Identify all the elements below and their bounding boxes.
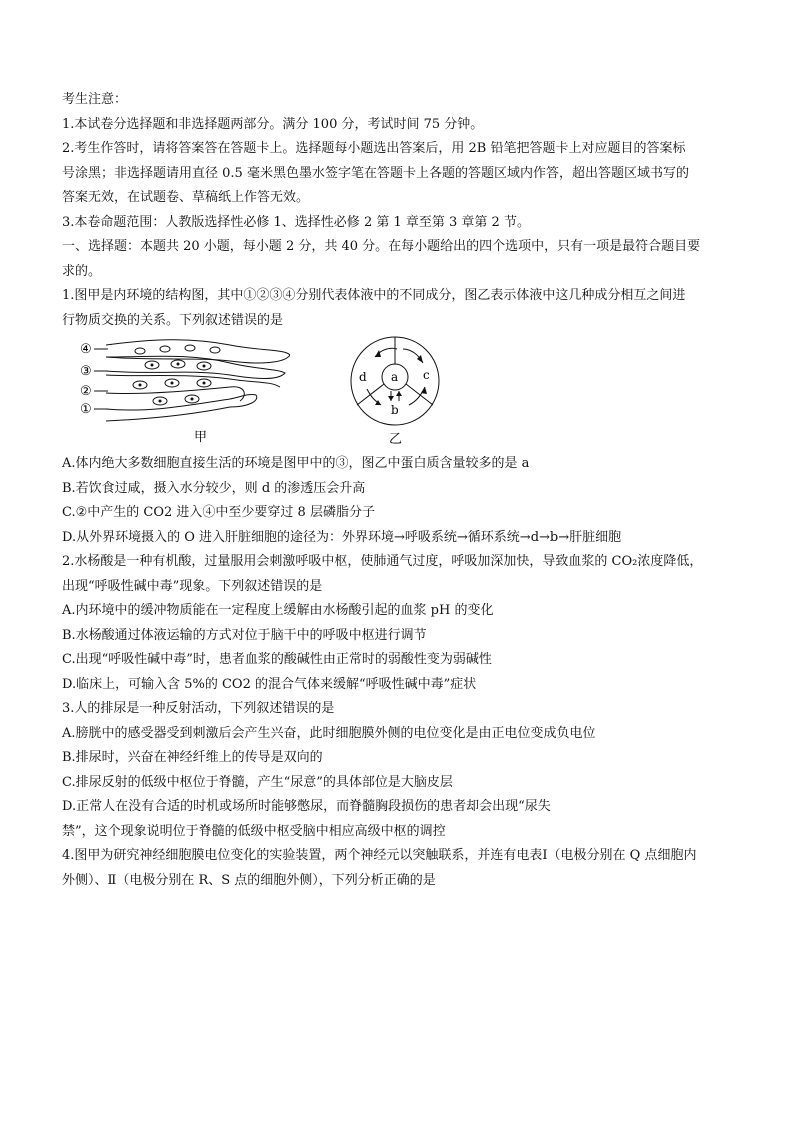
notice-item: 2.考生作答时，请将答案答在答题卡上。选择题每小题选出答案后，用 2B 铅笔把答题卡上对应题目的答案标 (62, 141, 686, 156)
q2-stem: 2.水杨酸是一种有机酸，过量服用会刺激呼吸中枢，使肺通气过度，呼吸加深加快，导致血浆的 CO₂浓度降低， (62, 554, 703, 569)
section-heading-cont: 求的。 (62, 263, 102, 279)
fig-jia-label-3: ③ (80, 364, 92, 379)
fig-yi-caption: 乙 (389, 432, 403, 447)
section-heading: 一、选择题：本题共 20 小题，每小题 2 分，共 40 分。在每小题给出的四个选项中，只有一项是最符合题目要 (62, 239, 701, 254)
q3-option-a: A.膀胱中的感受器受到刺激后会产生兴奋，此时细胞膜外侧的电位变化是由正电位变成负电位 (62, 725, 596, 741)
q1-option-d: D.从外界环境摄入的 O 进入肝脏细胞的途径为：外界环境→呼吸系统→循环系统→d→b→肝脏细胞 (62, 529, 622, 545)
q3-option-d: D.正常人在没有合适的时机或场所时能够憋尿，而脊髓胸段损伤的患者却会出现“尿失 (62, 799, 551, 814)
q1-stem: 1.图甲是内环境的结构图，其中①②③④分别代表体液中的不同成分，图乙表示体液中这几种成分相互之间进 (62, 288, 686, 303)
q2-option-b: B.水杨酸通过体液运输的方式对位于脑干中的呼吸中枢进行调节 (62, 627, 427, 643)
fig-yi-label-d: d (359, 370, 367, 384)
notice-item: 1.本试卷分选择题和非选择题两部分。满分 100 分，考试时间 75 分钟。 (62, 116, 484, 132)
q1-stem-cont: 行物质交换的关系。下列叙述错误的是 (62, 312, 284, 328)
q3-option-c: C.排尿反射的低级中枢位于脊髓，产生“尿意”的具体部位是大脑皮层 (62, 774, 453, 790)
q3-option-b: B.排尿时，兴奋在神经纤维上的传导是双向的 (62, 750, 323, 765)
q4-stem: 4.图甲为研究神经细胞膜电位变化的实验装置，两个神经元以突触联系，并连有电表Ⅰ（电极分别在 Q 点细胞内 (62, 848, 697, 863)
fig-yi-label-a: a (391, 370, 399, 384)
fig-jia-caption: 甲 (194, 430, 208, 445)
q3-stem: 3.人的排尿是一种反射活动，下列叙述错误的是 (62, 701, 335, 716)
q3-option-d-cont: 禁”，这个现象说明位于脊髓的低级中枢受脑中相应高级中枢的调控 (62, 823, 446, 839)
figure-jia (80, 335, 290, 448)
fig-jia-label-1: ① (80, 402, 92, 417)
notice-title: 考生注意： (62, 92, 128, 107)
q2-option-c: C.出现“呼吸性碱中毒”时，患者血浆的酸碱性由正常时的弱酸性变为弱碱性 (62, 652, 492, 667)
q2-option-d: D.临床上，可输入含 5%的 CO2 的混合气体来缓解“呼吸性碱中毒”症状 (62, 676, 477, 692)
q2-option-a: A.内环境中的缓冲物质能在一定程度上缓解由水杨酸引起的血浆 pH 的变化 (62, 603, 494, 618)
q1-option-a: A.体内绝大多数细胞直接生活的环境是图甲中的③，图乙中蛋白质含量较多的是 a (62, 456, 530, 471)
fig-yi-label-b: b (391, 403, 399, 417)
fig-jia-label-4: ④ (80, 342, 92, 357)
q2-stem-cont: 出现“呼吸性碱中毒”现象。下列叙述错误的是 (62, 578, 323, 594)
q4-stem-cont: 外侧）、Ⅱ（电极分别在 R、S 点的细胞外侧），下列分析正确的是 (62, 872, 436, 888)
figure-yi (345, 335, 445, 448)
notice-item: 3.本卷命题范围：人教版选择性必修 1、选择性必修 2 第 1 章至第 3 章第 2 节。 (62, 214, 530, 230)
notice-item: 号涂黑；非选择题请用直径 0.5 毫米黑色墨水签字笔在答题卡上各题的答题区域内作答，超出答题区域书写的 (62, 165, 689, 181)
q1-option-b: B.若饮食过咸，摄入水分较少，则 d 的渗透压会升高 (62, 480, 366, 496)
q1-option-c: C.②中产生的 CO2 进入④中至少要穿过 8 层磷脂分子 (62, 505, 375, 520)
notice-item: 答案无效，在试题卷、草稿纸上作答无效。 (62, 190, 310, 205)
exam-page (62, 88, 734, 893)
fig-jia-label-2: ② (80, 384, 92, 399)
q1-figures (62, 335, 734, 448)
fig-yi-label-c: c (423, 368, 430, 382)
